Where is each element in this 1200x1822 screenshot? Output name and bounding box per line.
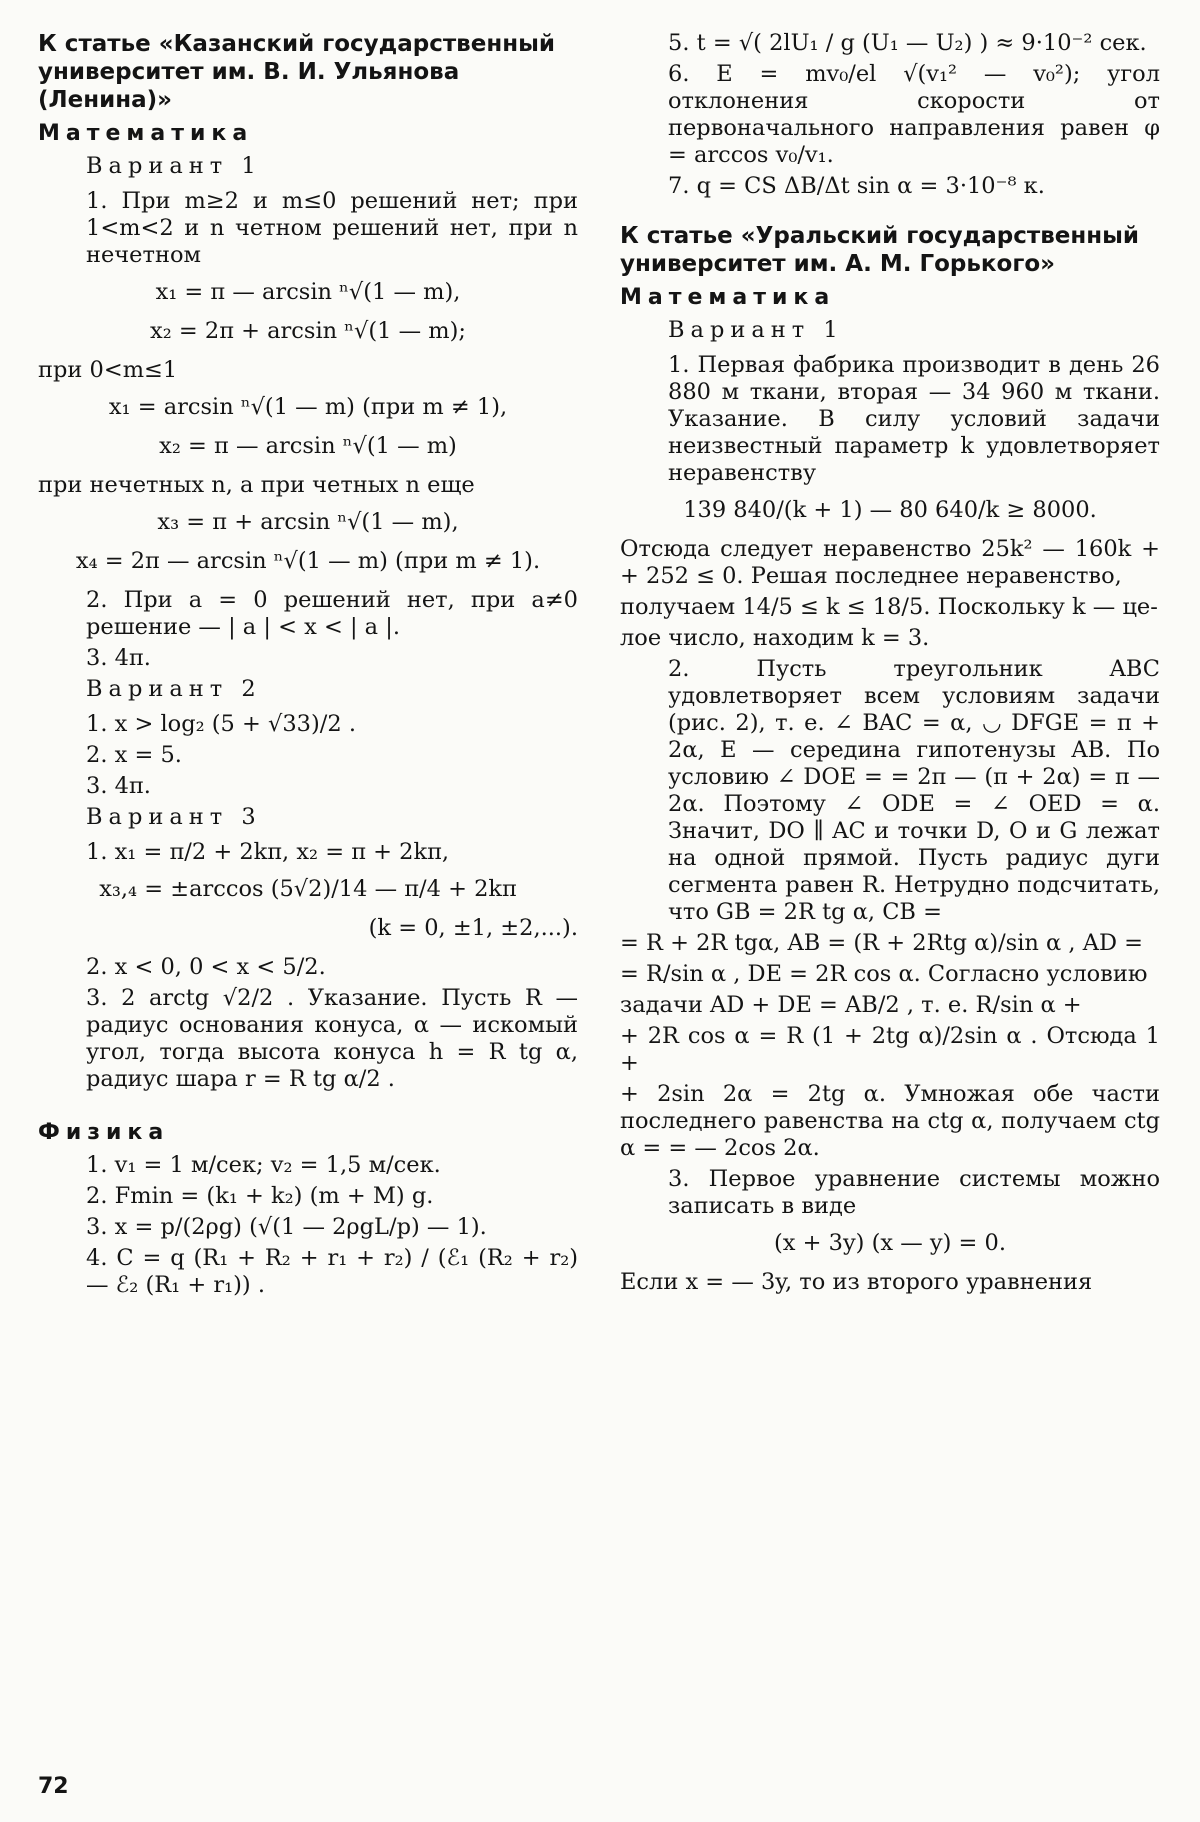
v1-formula-x2: x₂ = 2π + arcsin ⁿ√(1 — m); bbox=[150, 318, 466, 344]
v1-answer-1: 1. При m≥2 и m≤0 решений нет; при 1<m<2 и n четном решений нет, при n нечетном bbox=[86, 188, 578, 268]
phys-answer-4: 4. C = q (R₁ + R₂ + r₁ + r₂) / (ℰ₁ (R₂ + r₂) — ℰ₂ (R₁ + r₁)) . bbox=[86, 1245, 578, 1298]
ural-answer-2-cb: = R + 2R tgα, AB = (R + 2Rtg α)/sin α , AD = bbox=[620, 930, 1144, 956]
v1-parity-text: при нечетных n, а при четных n еще bbox=[38, 472, 475, 498]
ural-answer-3: 3. Первое уравнение системы можно записать в виде bbox=[668, 1166, 1160, 1219]
phys-answer-2: 2. Fmin = (k₁ + k₂) (m + M) g. bbox=[86, 1183, 434, 1209]
v1-formula-x1b: x₁ = arcsin ⁿ√(1 — m) (при m ≠ 1), bbox=[108, 394, 508, 420]
section-math-ural: Математика bbox=[620, 285, 836, 310]
v1-formula-x4: x₄ = 2π — arcsin ⁿ√(1 — m) (при m ≠ 1). bbox=[75, 548, 541, 574]
v3-formula-x34: x₃,₄ = ±arccos (5√2)/14 — π/4 + 2kπ bbox=[99, 876, 517, 902]
ural-variant-1-label: Вариант 1 bbox=[668, 317, 844, 343]
variant-3-label: Вариант 3 bbox=[86, 804, 262, 830]
ural-answer-1-cont: Отсюда следует неравенство 25k² — 160k + + 252 ≤ 0. Решая последнее неравенство, bbox=[620, 536, 1160, 589]
v3-answer-3: 3. 2 arctg √2/2 . Указание. Пусть R — радиус основания конуса, α — искомый угол, тогда высота конуса h = R tg α, радиус шара r = R tg α/2 . bbox=[86, 985, 578, 1092]
ural-answer-2-equation: + 2R cos α = R (1 + 2tg α)/2sin α . Отсюда 1 + bbox=[620, 1023, 1160, 1076]
ural-answer-3-cont: Если x = — 3y, то из второго уравнения bbox=[620, 1269, 1093, 1295]
ural-answer-2: 2. Пусть треугольник ABC удовлетворяет всем условиям задачи (рис. 2), т. е. ∠ BAC = α, ◡ DFGE = π + 2α, E — середина гипотенузы AB. По условию ∠ DOE = = 2π — (π + 2α) = π — 2α. Поэтому ∠ ODE = ∠ OED = α. Значит, DO ∥ AC и точки D, O и G лежат на одной прямой. Пусть радиус дуги сегмента равен R. Нетрудно подсчитать, что GB = 2R tg α, CB = bbox=[668, 656, 1160, 925]
ural-answer-2-ad: = R/sin α , DE = 2R cos α. Согласно условию bbox=[620, 961, 1148, 987]
phys-answer-1: 1. v₁ = 1 м/сек; v₂ = 1,5 м/сек. bbox=[86, 1152, 441, 1178]
v1-formula-x2b: x₂ = π — arcsin ⁿ√(1 — m) bbox=[159, 433, 457, 459]
ural-system-equation: (x + 3y) (x — y) = 0. bbox=[774, 1230, 1006, 1256]
v1-formula-x1: x₁ = π — arcsin ⁿ√(1 — m), bbox=[155, 279, 461, 305]
ural-inequality: 139 840/(k + 1) — 80 640/k ≥ 8000. bbox=[683, 497, 1097, 523]
v1-formula-x3: x₃ = π + arcsin ⁿ√(1 — m), bbox=[157, 509, 459, 535]
left-column bbox=[38, 30, 578, 1303]
v1-answer-3: 3. 4π. bbox=[86, 645, 151, 671]
phys-answer-6: 6. E = mv₀/el √(v₁² — v₀²); угол отклонения скорости от первоначального направления равен φ = arccos v₀/v₁. bbox=[668, 61, 1160, 168]
page-number: 72 bbox=[38, 1774, 69, 1799]
v3-answer-1: 1. x₁ = π/2 + 2kπ, x₂ = π + 2kπ, bbox=[86, 839, 450, 865]
v1-condition-text: при 0<m≤1 bbox=[38, 357, 178, 383]
ural-answer-1: 1. Первая фабрика производит в день 26 880 м ткани, вторая — 34 960 м ткани. Указание. В силу условий задачи неизвестный параметр k удовлетворяет неравенству bbox=[668, 352, 1160, 486]
section-physics-kazan: Физика bbox=[38, 1120, 170, 1145]
phys-answer-3: 3. x = p/(2ρg) (√(1 — 2ρgL/p) — 1). bbox=[86, 1214, 487, 1240]
v1-answer-2: 2. При a = 0 решений нет, при a≠0 решение — | a | < x < | a |. bbox=[86, 587, 578, 640]
v2-answer-2: 2. x = 5. bbox=[86, 742, 182, 768]
variant-2-label: Вариант 2 bbox=[86, 676, 262, 702]
v2-answer-1: 1. x > log₂ (5 + √33)/2 . bbox=[86, 711, 356, 737]
ural-answer-2-condition: задачи AD + DE = AB/2 , т. е. R/sin α + bbox=[620, 992, 1082, 1018]
phys-answer-7: 7. q = CS ΔB/Δt sin α = 3·10⁻⁸ к. bbox=[668, 173, 1045, 199]
article-heading-ural: К статье «Уральский государственный университет им. А. М. Горького» bbox=[620, 223, 1140, 277]
ural-answer-1-result: лое число, находим k = 3. bbox=[620, 625, 930, 651]
right-column bbox=[620, 30, 1160, 1300]
v2-answer-3: 3. 4π. bbox=[86, 773, 151, 799]
v3-formula-k-values: (k = 0, ±1, ±2,...). bbox=[368, 915, 578, 941]
v3-answer-2: 2. x < 0, 0 < x < 5/2. bbox=[86, 954, 326, 980]
ural-answer-2-result: + 2sin 2α = 2tg α. Умножая обе части последнего равенства на ctg α, получаем ctg α = = — 2cos 2α. bbox=[620, 1081, 1160, 1161]
section-math-kazan: Математика bbox=[38, 121, 254, 146]
variant-1-label: Вариант 1 bbox=[86, 153, 262, 179]
phys-answer-5: 5. t = √( 2lU₁ / g (U₁ — U₂) ) ≈ 9·10⁻² сек. bbox=[668, 30, 1147, 56]
article-heading-kazan: К статье «Казанский государственный университет им. В. И. Ульянова (Ленина)» bbox=[38, 31, 556, 113]
ural-answer-1-range: получаем 14/5 ≤ k ≤ 18/5. Поскольку k — це- bbox=[620, 594, 1158, 620]
